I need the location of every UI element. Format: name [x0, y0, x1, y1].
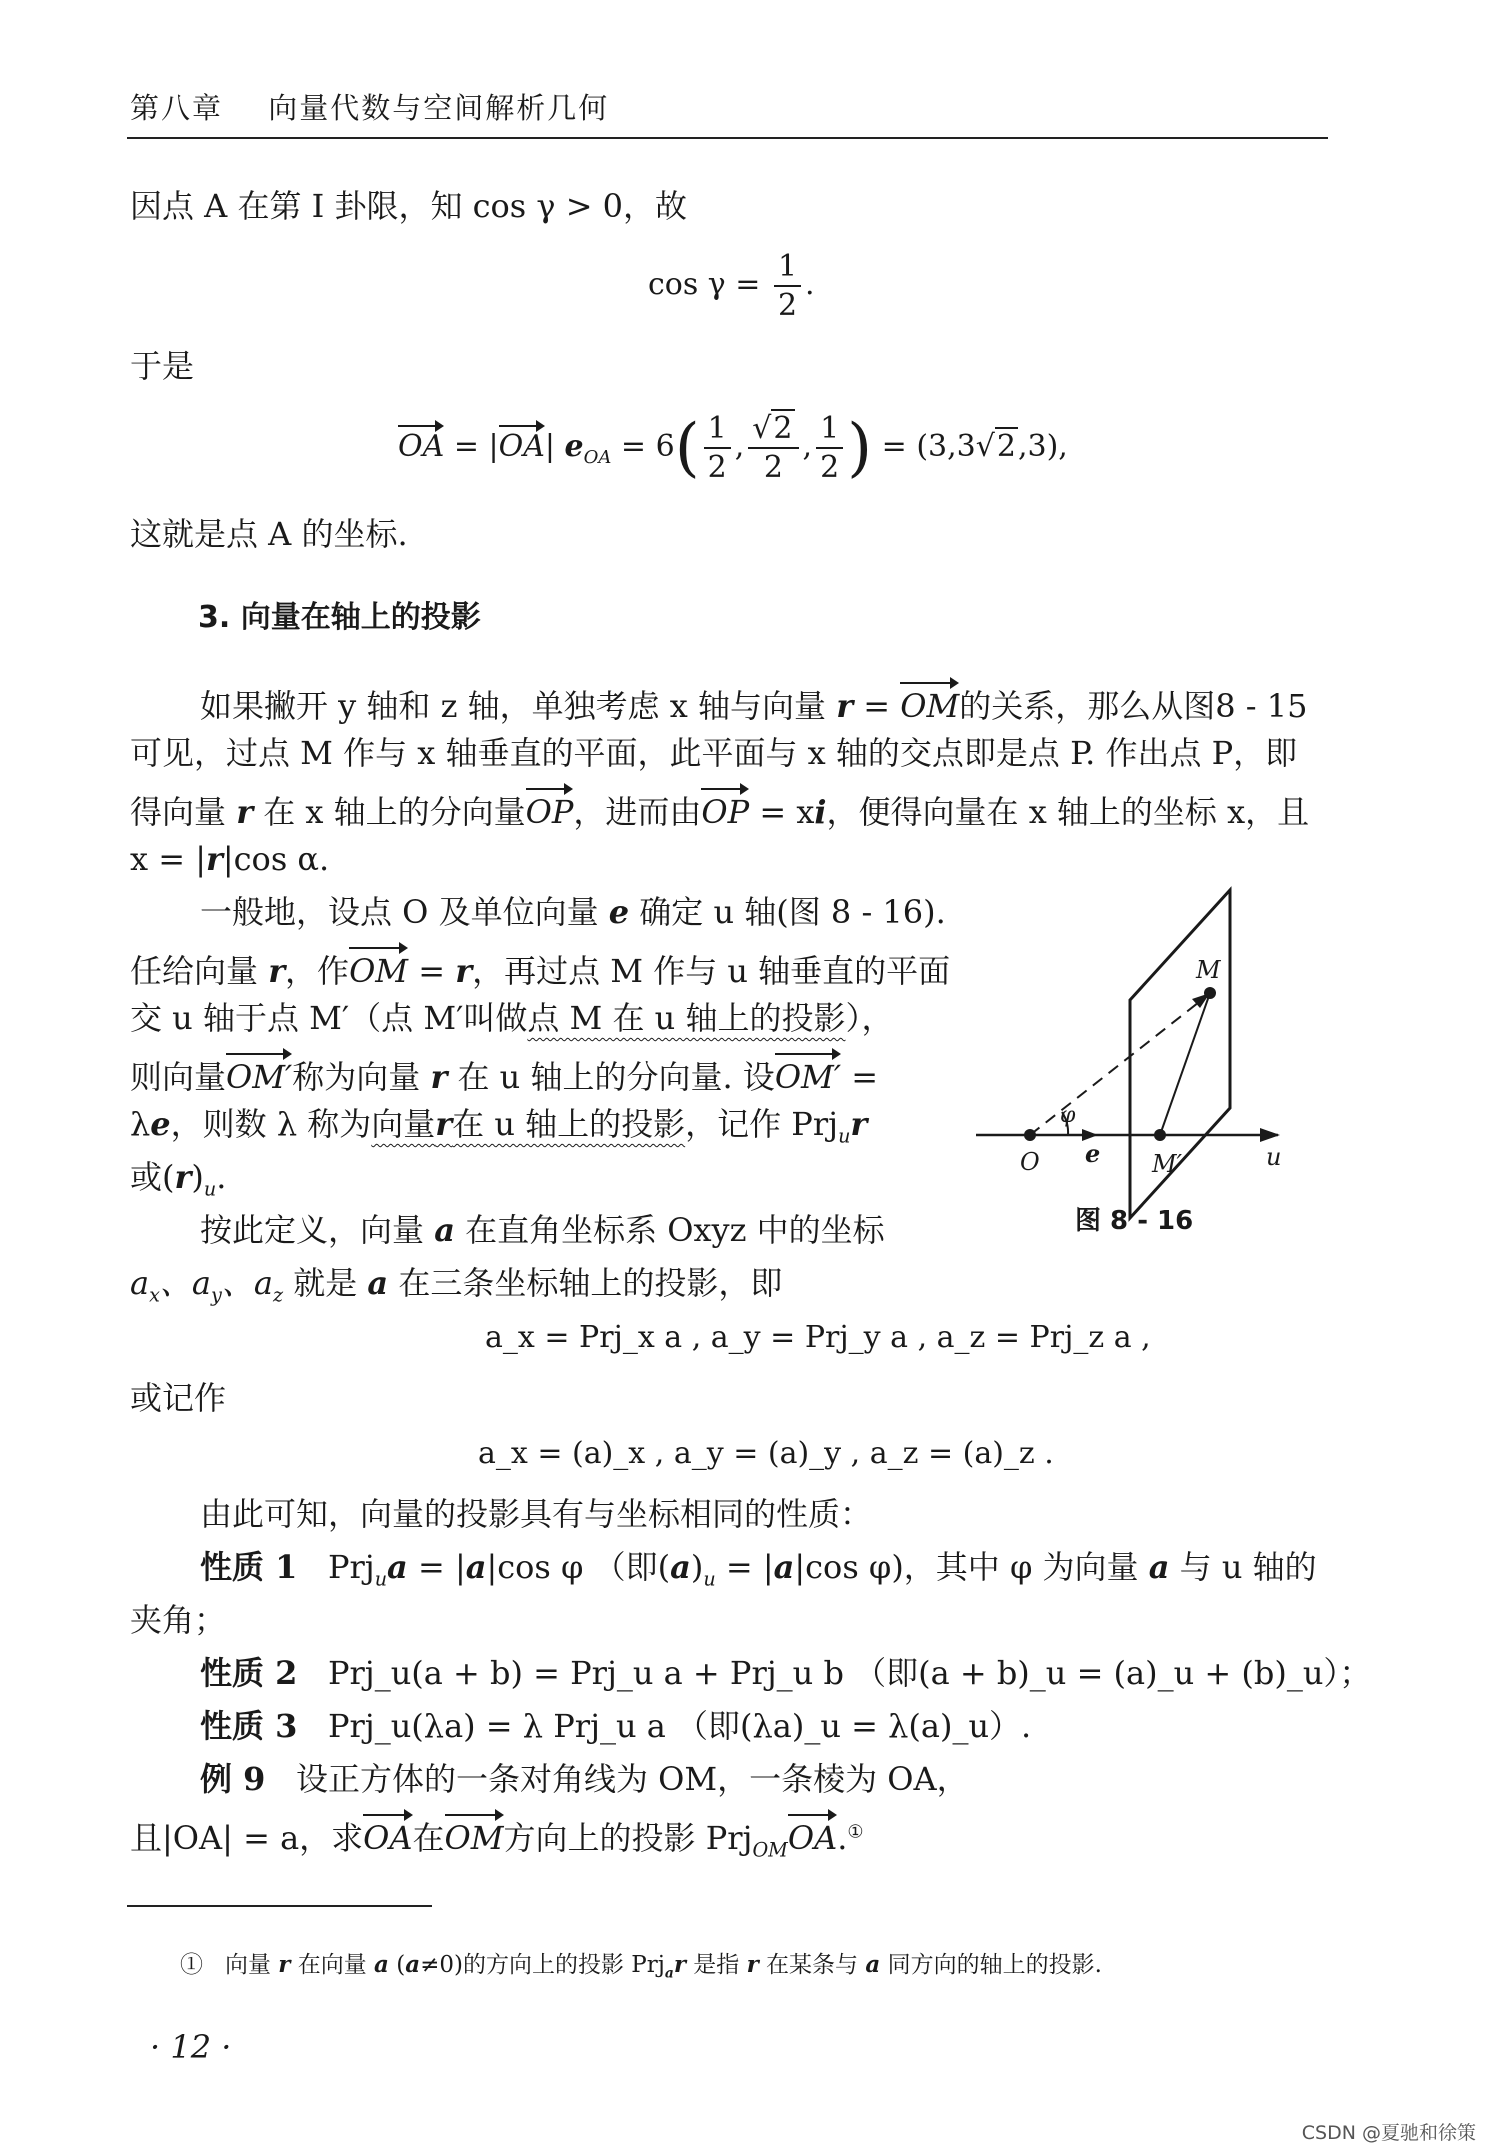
- unit-vector-e: e: [608, 893, 630, 931]
- subscript: OA: [583, 447, 612, 468]
- vector-a: a: [367, 1264, 389, 1302]
- text-span: x = |: [130, 840, 206, 878]
- formula-cos-gamma: cos γ = $\frac{1}{2}$ .: [648, 249, 815, 323]
- vector-a: a: [434, 1211, 455, 1249]
- text-span: 任给向量: [130, 952, 259, 990]
- text-span: 确定 u 轴(图 8 - 16).: [639, 893, 946, 931]
- radicand: 2: [773, 411, 793, 446]
- vector-OM: OM: [900, 680, 959, 726]
- vector-a: a: [387, 1548, 408, 1586]
- label-u: u: [1266, 1143, 1282, 1171]
- text-line: [200, 892, 946, 932]
- vector-OM-dashed: [1030, 995, 1208, 1135]
- vector-OM: OM: [445, 1812, 504, 1858]
- text-span: |cos α.: [222, 840, 330, 878]
- property-2: [200, 1653, 1371, 1693]
- running-header: [130, 86, 1328, 127]
- vector-r: r: [746, 1951, 759, 1978]
- property-label: 性质 3: [200, 1707, 298, 1745]
- vector-r: r: [268, 952, 286, 990]
- symbol: =: [863, 687, 891, 725]
- text-line: [200, 680, 1307, 726]
- vector-r: r: [278, 1951, 291, 1978]
- vector-OM-prime: OM′: [226, 1051, 292, 1097]
- fraction: [748, 412, 798, 484]
- vector-OM-prime: OM′: [775, 1051, 841, 1097]
- text-span: 在 x 轴上的分向量: [263, 793, 526, 831]
- text-span: 在 u 轴上的分向量. 设: [457, 1058, 775, 1096]
- vector-r: r: [836, 687, 854, 725]
- property-label: 性质 2: [200, 1654, 298, 1692]
- vector-a: a: [465, 1548, 487, 1586]
- point-M-prime: [1154, 1129, 1166, 1141]
- text-span: λ: [130, 1105, 151, 1143]
- example-9: [200, 1759, 969, 1799]
- text-line: [130, 1263, 782, 1315]
- denominator: 2: [777, 288, 798, 323]
- text-line: [130, 839, 329, 879]
- point-M: [1204, 987, 1216, 999]
- numerator: 1: [774, 250, 801, 287]
- section-heading: 3. 向量在轴上的投影: [198, 600, 481, 635]
- subscript: y: [211, 1283, 222, 1307]
- projection-line: [1160, 993, 1210, 1135]
- text-span: .: [216, 1158, 227, 1196]
- vector-r: r: [430, 1058, 448, 1096]
- header-rule: [127, 137, 1328, 139]
- denominator: 2: [763, 450, 783, 485]
- text-span: 在某条与: [766, 1952, 859, 1978]
- text-line: 夹角；: [130, 1601, 227, 1639]
- text-span: 或(: [130, 1158, 175, 1196]
- subscript: u: [203, 1177, 217, 1201]
- vector-a: a: [773, 1548, 795, 1586]
- figure-caption: 图 8 - 16: [1075, 1206, 1194, 1236]
- unit-vector-e: e: [564, 429, 584, 464]
- vector-OP: OP: [526, 786, 574, 832]
- point-O: [1024, 1129, 1036, 1141]
- text-span: 、a: [221, 1264, 273, 1302]
- text-span: 且|OA| = a，求: [130, 1819, 364, 1857]
- formula-components-paren: a_x = (a)_x , a_y = (a)_y , a_z = (a)_z .: [478, 1436, 1054, 1471]
- chapter-label: 第八章: [130, 91, 224, 125]
- text-span: ): [191, 1158, 204, 1196]
- text-span: 按此定义，向量: [200, 1211, 425, 1249]
- text-span: |cos φ （即(: [486, 1548, 671, 1586]
- property-formula: Prj_u(a + b) = Prj_u a + Prj_u b （即(a + b)_u = (a)_u + (b)_u）；: [327, 1654, 1372, 1692]
- text-line: [130, 786, 1309, 832]
- text-span: ，则数 λ 称为: [170, 1105, 372, 1143]
- vector-OA: OA: [363, 1812, 412, 1858]
- vector-r: r: [236, 793, 254, 831]
- text-span: 就是: [293, 1264, 358, 1302]
- text-line: [130, 998, 893, 1038]
- text-line: 由此可知，向量的投影具有与坐标相同的性质：: [200, 1495, 873, 1533]
- subscript: u: [838, 1124, 851, 1148]
- fraction: [704, 412, 731, 484]
- label-e: e: [1085, 1139, 1101, 1168]
- formula-oa-coordinates: OA = |OA| $e_{OA} = 6$( $\frac{1}{2}$ , $\frac{√2}{2}$ , $\frac{1}{2}$ ) = (3,3√2,3),: [398, 411, 1068, 485]
- text-line: 可见，过点 M 作与 x 轴垂直的平面，此平面与 x 轴的交点即是点 P. 作出点 P，即: [130, 734, 1298, 772]
- wavy-underlined-term: 点 M 在 u 轴上的投影: [527, 999, 846, 1037]
- symbol: = 6: [620, 429, 675, 464]
- text-span: |cos φ)，其中 φ 为向量: [794, 1548, 1139, 1586]
- text-line: [130, 945, 950, 991]
- text-span: 交 u 轴于点 M′（点 M′叫做: [130, 999, 528, 1037]
- text-line: [130, 1812, 864, 1870]
- text-span: 向量: [371, 1105, 436, 1143]
- subscript: u: [703, 1567, 716, 1591]
- property-formula: Prj_u(λa) = λ Prj_u a （即(λa)_u = λ(a)_u）.: [327, 1707, 1032, 1745]
- text-span: .: [837, 1819, 848, 1857]
- text-span: 在向量: [297, 1952, 367, 1978]
- text-span: ): [690, 1548, 704, 1586]
- subscript: u: [374, 1567, 388, 1591]
- text-span: = |: [725, 1548, 774, 1586]
- text-span: a: [130, 1264, 150, 1302]
- subscript: x: [149, 1283, 160, 1307]
- text-span: 的关系，那么从图8 - 15: [959, 687, 1308, 725]
- text-line: 或记作: [130, 1379, 227, 1417]
- subscript: z: [272, 1283, 284, 1307]
- vector-r: r: [673, 1951, 686, 1978]
- chapter-title: 向量代数与空间解析几何: [268, 91, 610, 125]
- symbol: ,3),: [1017, 429, 1068, 464]
- text-span: ，便得向量在 x 轴上的坐标 x，且: [826, 793, 1310, 831]
- text-span: 在 u 轴上的投影: [452, 1105, 686, 1143]
- text-span: ≠0)的方向上的投影 Prj: [420, 1952, 665, 1978]
- text-line: [130, 1104, 867, 1156]
- footnote-marker: ①: [180, 1952, 203, 1978]
- footnote-marker[interactable]: ①: [847, 1821, 864, 1843]
- unit-vector-i: i: [814, 793, 827, 831]
- vector-r: r: [205, 840, 223, 878]
- watermark: CSDN @夏驰和徐策: [1301, 2122, 1476, 2144]
- subscript: a: [664, 1965, 674, 1982]
- numerator: √2: [748, 412, 798, 449]
- text-span: = x: [759, 793, 815, 831]
- footnote: [180, 1946, 1102, 1982]
- text-span: 同方向的轴上的投影.: [887, 1952, 1102, 1978]
- vector-OM: OM: [349, 945, 408, 991]
- text-span: 方向上的投影 Prj: [503, 1819, 753, 1857]
- text-span: 是指: [693, 1952, 740, 1978]
- text-span: 在直角坐标系 Oxyz 中的坐标: [465, 1211, 885, 1249]
- page-number: · 12 ·: [150, 2028, 232, 2066]
- symbol: |: [544, 429, 555, 464]
- text-span: 一般地，设点 O 及单位向量: [200, 893, 599, 931]
- vector-OA: OA: [788, 1812, 837, 1858]
- property-1: [200, 1547, 1317, 1599]
- label-phi: φ: [1060, 1103, 1076, 1128]
- text-span: = |: [417, 1548, 466, 1586]
- text-span: Prj: [327, 1548, 375, 1586]
- property-label: 性质 1: [200, 1548, 298, 1586]
- text-span: 在: [412, 1819, 445, 1857]
- vector-OA: OA: [398, 423, 444, 464]
- vector-a: a: [865, 1951, 881, 1978]
- property-3: [200, 1706, 1031, 1746]
- numerator: 1: [816, 412, 843, 449]
- wavy-underlined-term: [371, 1105, 685, 1143]
- text-line: 因点 A 在第 I 卦限，知 cos γ > 0，故: [130, 187, 688, 225]
- text-line: [130, 1051, 878, 1097]
- u-axis-arrowhead: [1260, 1128, 1280, 1142]
- text-span: ，再过点 M 作与 u 轴垂直的平面: [472, 952, 951, 990]
- vector-OP: OP: [701, 786, 749, 832]
- text-span: 与 u 轴的: [1179, 1548, 1317, 1586]
- text-span: ，记作 Prj: [685, 1105, 839, 1143]
- formula-components-prj: a_x = Prj_x a , a_y = Prj_y a , a_z = Prj_z a ,: [485, 1320, 1151, 1355]
- text-span: 在三条坐标轴上的投影，即: [398, 1264, 783, 1302]
- denominator: 2: [820, 450, 840, 485]
- text-span: ，作: [285, 952, 350, 990]
- fraction: [816, 412, 843, 484]
- fraction: [774, 250, 801, 322]
- vector-a: a: [670, 1548, 691, 1586]
- vector-r: r: [174, 1158, 192, 1196]
- vector-a: a: [1148, 1548, 1170, 1586]
- vector-r: r: [435, 1105, 453, 1143]
- text-line: 于是: [130, 347, 195, 385]
- text-span: ，进而由: [573, 793, 702, 831]
- numerator: 1: [704, 412, 731, 449]
- vector-OA: OA: [499, 423, 545, 464]
- symbol: =: [851, 1058, 879, 1096]
- label-M-prime: M′: [1152, 1150, 1183, 1178]
- vector-a: a: [405, 1951, 421, 1978]
- text-span: 则向量: [130, 1058, 227, 1096]
- subscript: OM: [752, 1838, 788, 1862]
- text-span: 如果撇开 y 轴和 z 轴，单独考虑 x 轴与向量: [200, 687, 827, 725]
- text-span: 、a: [159, 1264, 211, 1302]
- vector-a: a: [374, 1951, 389, 1978]
- symbol: = |: [453, 429, 499, 464]
- label-O: O: [1020, 1148, 1040, 1176]
- vector-r: r: [455, 952, 473, 990]
- radicand: 2: [996, 429, 1016, 464]
- text-line: [200, 1210, 885, 1250]
- text-line: 这就是点 A 的坐标.: [130, 515, 408, 553]
- text-span: 向量: [224, 1952, 271, 1978]
- symbol: =: [418, 952, 446, 990]
- denominator: 2: [707, 450, 727, 485]
- label-M: M: [1196, 956, 1221, 984]
- unit-vector-e: e: [150, 1105, 171, 1143]
- example-label: 例 9: [200, 1760, 266, 1798]
- vector-r: r: [850, 1105, 868, 1143]
- footnote-rule: [127, 1905, 432, 1907]
- text-span: 称为向量: [292, 1058, 421, 1096]
- symbol: = (3,3: [881, 429, 976, 464]
- formula-lhs: cos γ =: [648, 267, 761, 302]
- text-span: ），: [845, 999, 894, 1037]
- text-line: [130, 1157, 226, 1209]
- text-span: 设正方体的一条对角线为 OM，一条棱为 OA，: [295, 1760, 969, 1798]
- figure-8-16: [960, 880, 1300, 1240]
- text-span: (: [396, 1952, 406, 1978]
- text-span: 得向量: [130, 793, 227, 831]
